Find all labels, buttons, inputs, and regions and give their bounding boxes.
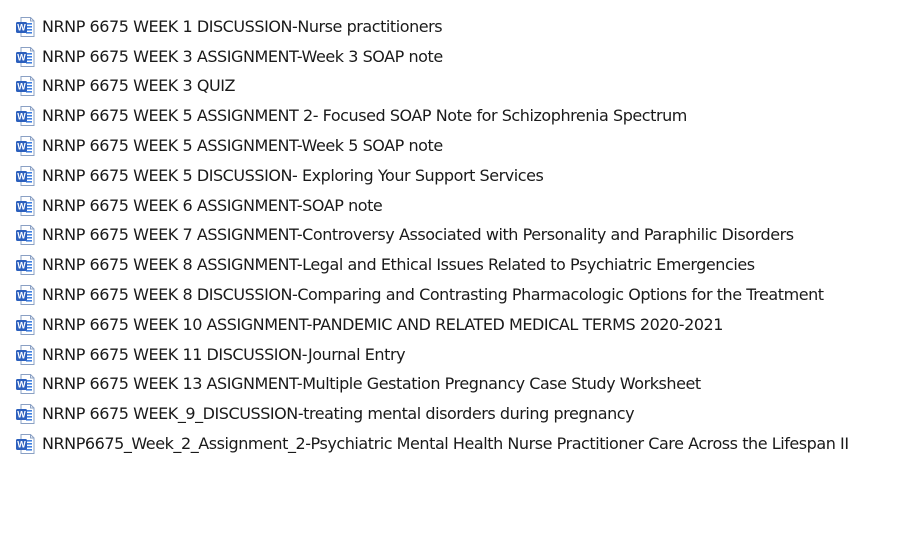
file-list-item[interactable] <box>15 72 885 102</box>
word-document-icon <box>15 284 35 306</box>
file-name: NRNP 6675 WEEK 3 QUIZ <box>42 76 236 96</box>
file-name: NRNP 6675 WEEK 10 ASSIGNMENT-PANDEMIC AND RELATED MEDICAL TERMS 2020-2021 <box>42 314 724 334</box>
file-name: NRNP 6675 WEEK 3 ASSIGNMENT-Week 3 SOAP note <box>42 46 443 66</box>
file-list-item[interactable] <box>15 250 885 280</box>
file-list-item[interactable] <box>15 12 885 42</box>
file-list <box>15 12 885 459</box>
file-name: NRNP 6675 WEEK 5 ASSIGNMENT-Week 5 SOAP note <box>42 136 443 156</box>
word-document-icon <box>15 105 35 127</box>
file-name: NRNP6675_Week_2_Assignment_2-Psychiatric Mental Health Nurse Practitioner Care Across the Lifespan II <box>42 434 849 454</box>
file-list-item[interactable] <box>15 221 885 251</box>
word-document-icon <box>15 195 35 217</box>
file-list-item[interactable] <box>15 340 885 370</box>
word-document-icon <box>15 403 35 425</box>
file-list-item[interactable] <box>15 399 885 429</box>
svg-text:W: W <box>17 409 26 420</box>
file-list-item[interactable] <box>15 280 885 310</box>
svg-text:W: W <box>17 52 26 63</box>
svg-text:W: W <box>17 171 26 182</box>
svg-text:W: W <box>17 320 26 331</box>
file-list-item[interactable] <box>15 101 885 131</box>
svg-text:W: W <box>17 231 26 242</box>
file-name: NRNP 6675 WEEK 6 ASSIGNMENT-SOAP note <box>42 195 383 215</box>
file-list-item[interactable] <box>15 161 885 191</box>
file-list-item[interactable] <box>15 42 885 72</box>
file-list-item[interactable] <box>15 429 885 459</box>
svg-text:W: W <box>17 111 26 122</box>
word-document-icon <box>15 373 35 395</box>
svg-text:W: W <box>17 201 26 212</box>
word-document-icon <box>15 344 35 366</box>
word-document-icon <box>15 254 35 276</box>
svg-text:W: W <box>17 290 26 301</box>
word-document-icon <box>15 135 35 157</box>
file-name: NRNP 6675 WEEK 7 ASSIGNMENT-Controversy Associated with Personality and Paraphilic Disorders <box>42 225 794 245</box>
word-document-icon <box>15 433 35 455</box>
word-document-icon <box>15 314 35 336</box>
word-document-icon <box>15 224 35 246</box>
file-name: NRNP 6675 WEEK 1 DISCUSSION-Nurse practitioners <box>42 16 443 36</box>
file-list-item[interactable] <box>15 191 885 221</box>
file-name: NRNP 6675 WEEK 13 ASIGNMENT-Multiple Gestation Pregnancy Case Study Worksheet <box>42 374 701 394</box>
word-document-icon <box>15 75 35 97</box>
word-document-icon <box>15 46 35 68</box>
file-list-item[interactable] <box>15 370 885 400</box>
file-list-item[interactable] <box>15 131 885 161</box>
word-document-icon <box>15 165 35 187</box>
file-name: NRNP 6675 WEEK_9_DISCUSSION-treating mental disorders during pregnancy <box>42 404 635 424</box>
file-name: NRNP 6675 WEEK 5 DISCUSSION- Exploring Your Support Services <box>42 165 544 185</box>
file-list-item[interactable] <box>15 310 885 340</box>
svg-text:W: W <box>17 350 26 361</box>
word-document-icon <box>15 16 35 38</box>
svg-text:W: W <box>17 22 26 33</box>
svg-text:W: W <box>17 260 26 271</box>
svg-text:W: W <box>17 439 26 450</box>
file-name: NRNP 6675 WEEK 11 DISCUSSION-Journal Entry <box>42 344 406 364</box>
file-name: NRNP 6675 WEEK 8 ASSIGNMENT-Legal and Ethical Issues Related to Psychiatric Emergencies <box>42 255 755 275</box>
svg-text:W: W <box>17 380 26 391</box>
file-name: NRNP 6675 WEEK 5 ASSIGNMENT 2- Focused SOAP Note for Schizophrenia Spectrum <box>42 106 687 126</box>
svg-text:W: W <box>17 141 26 152</box>
file-name: NRNP 6675 WEEK 8 DISCUSSION-Comparing and Contrasting Pharmacologic Options for the Treatment <box>42 285 824 305</box>
svg-text:W: W <box>17 82 26 93</box>
